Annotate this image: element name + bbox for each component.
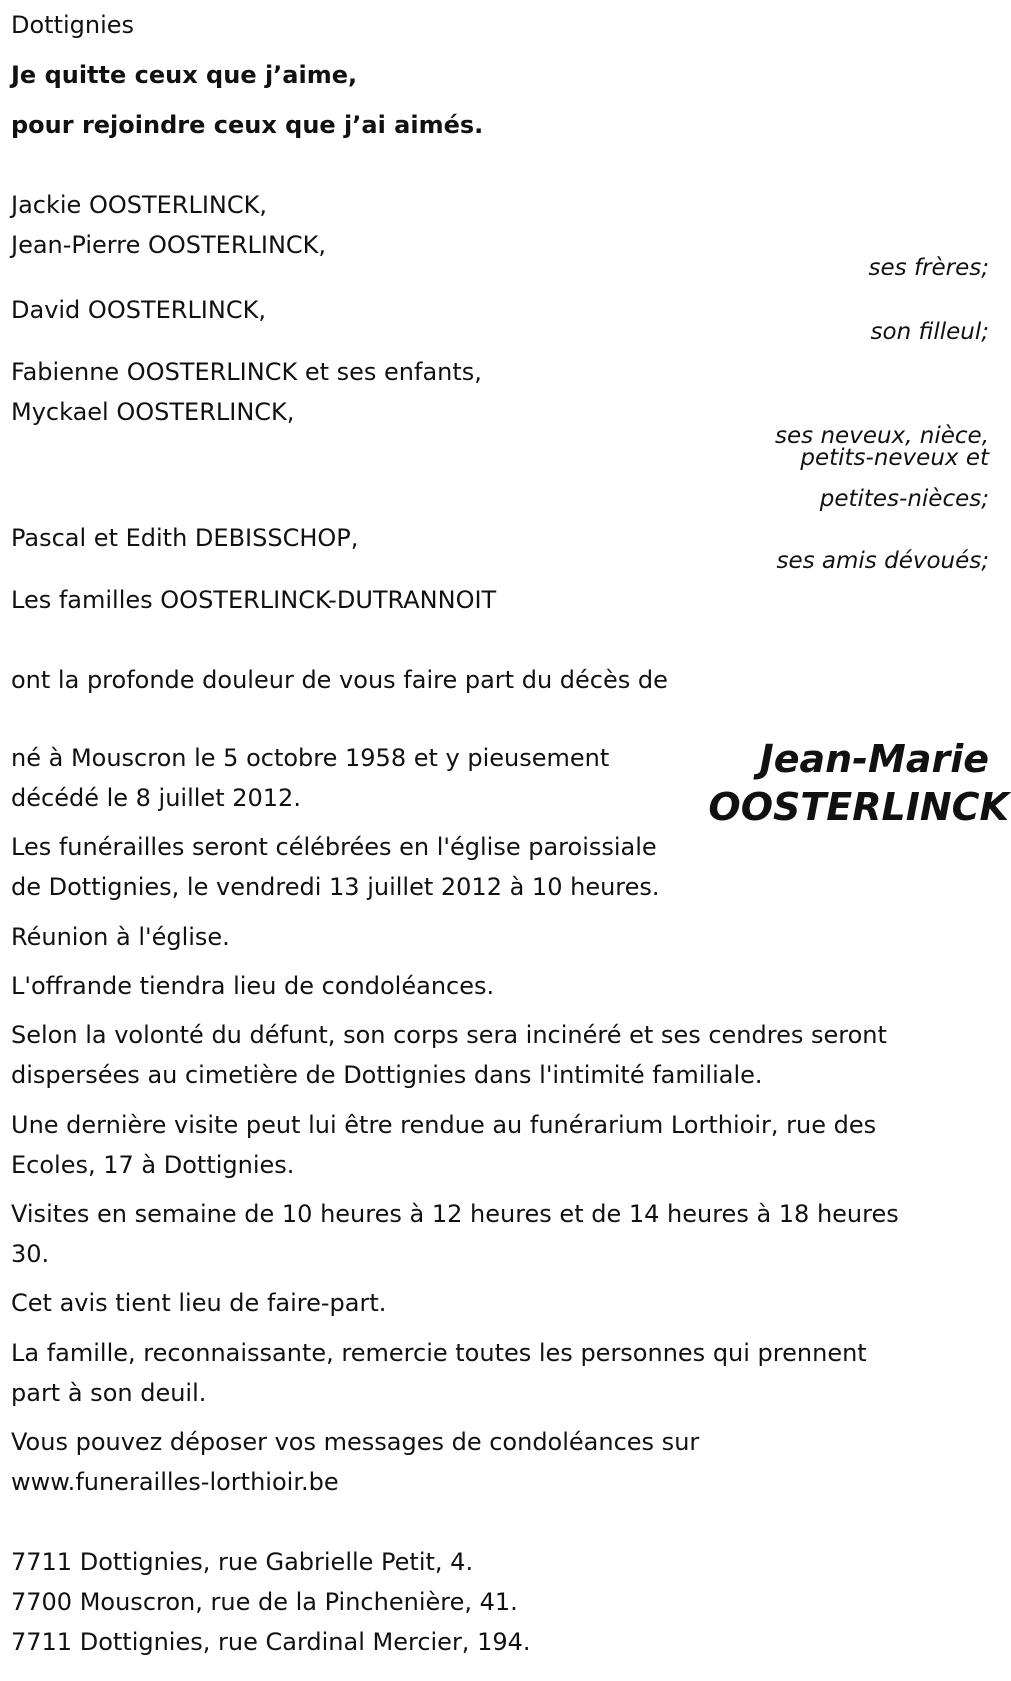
notice: Cet avis tient lieu de faire-part.: [11, 1289, 387, 1317]
funeral-line-1: Les funérailles seront célébrées en l'église paroissiale: [11, 833, 657, 861]
godson: David OOSTERLINCK,: [11, 296, 266, 324]
address-1: 7711 Dottignies, rue Gabrielle Petit, 4.: [11, 1548, 474, 1576]
visit-line-1: Une dernière visite peut lui être rendue au funérarium Lorthioir, rue des: [11, 1111, 877, 1139]
thanks-line-1: La famille, reconnaissante, remercie toutes les personnes qui prennent: [11, 1339, 867, 1367]
messages-line-1: Vous pouvez déposer vos messages de condoléances sur: [11, 1428, 700, 1456]
hours-line-1: Visites en semaine de 10 heures à 12 heures et de 14 heures à 18 heures: [11, 1200, 899, 1228]
messages-line-2: www.funerailles-lorthioir.be: [11, 1468, 339, 1496]
place-name: Dottignies: [11, 11, 135, 39]
friends: Pascal et Edith DEBISSCHOP,: [11, 524, 359, 552]
hours-line-2: 30.: [11, 1240, 50, 1268]
godson-role: son filleul;: [870, 319, 989, 345]
quote-line-2: pour rejoindre ceux que j’ai aimés.: [11, 111, 484, 139]
brother-1: Jackie OOSTERLINCK,: [11, 191, 267, 219]
nephews-role-line-2: petits-neveux et: [800, 445, 989, 471]
announcement: ont la profonde douleur de vous faire part du décès de: [11, 666, 668, 694]
funeral-line-2: de Dottignies, le vendredi 13 juillet 2012 à 10 heures.: [11, 873, 660, 901]
visit-line-2: Ecoles, 17 à Dottignies.: [11, 1151, 295, 1179]
friends-role: ses amis dévoués;: [776, 548, 989, 574]
deceased-last-name: OOSTERLINCK: [708, 785, 1009, 829]
birth-line-2: décédé le 8 juillet 2012.: [11, 784, 301, 812]
brother-2: Jean-Pierre OOSTERLINCK,: [11, 231, 327, 259]
address-2: 7700 Mouscron, rue de la Pinchenière, 41.: [11, 1588, 518, 1616]
nephew: Myckael OOSTERLINCK,: [11, 398, 295, 426]
thanks-line-2: part à son deuil.: [11, 1379, 207, 1407]
nephews-role-line-3: petites-nièces;: [819, 486, 989, 512]
cremation-line-2: dispersées au cimetière de Dottignies dans l'intimité familiale.: [11, 1061, 763, 1089]
brothers-role: ses frères;: [868, 255, 989, 281]
meeting: Réunion à l'église.: [11, 923, 230, 951]
address-3: 7711 Dottignies, rue Cardinal Mercier, 194.: [11, 1628, 531, 1656]
families: Les familles OOSTERLINCK-DUTRANNOIT: [11, 586, 497, 614]
offering: L'offrande tiendra lieu de condoléances.: [11, 972, 495, 1000]
nephews-role-line-1: ses neveux, nièce,: [775, 423, 989, 449]
birth-line-1: né à Mouscron le 5 octobre 1958 et y pieusement: [11, 744, 610, 772]
deceased-first-name: Jean-Marie: [759, 737, 989, 781]
quote-line-1: Je quitte ceux que j’aime,: [11, 61, 358, 89]
niece: Fabienne OOSTERLINCK et ses enfants,: [11, 358, 482, 386]
cremation-line-1: Selon la volonté du défunt, son corps sera incinéré et ses cendres seront: [11, 1021, 887, 1049]
